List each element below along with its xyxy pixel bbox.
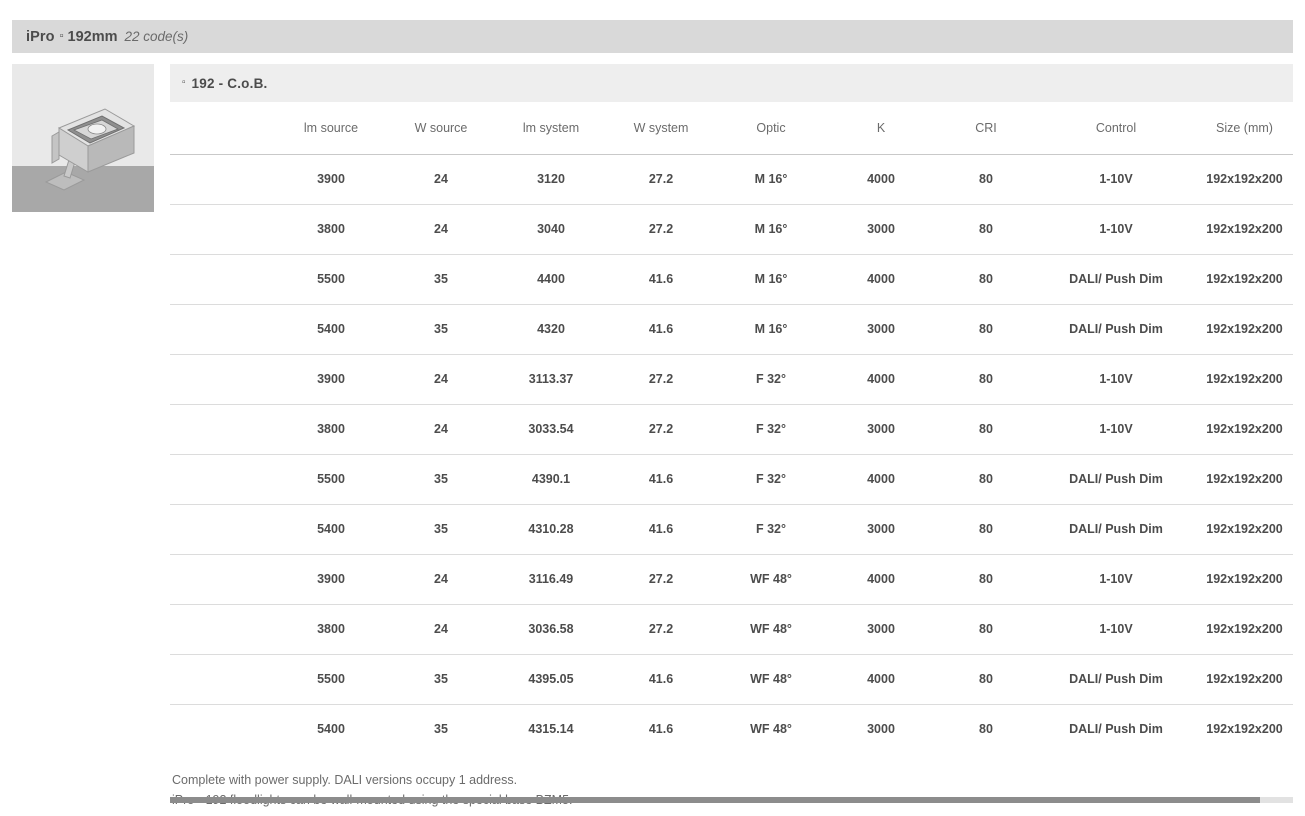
column-header-blank [170,102,276,154]
cell-w-system: 41.6 [606,254,716,304]
cell-cri: 80 [936,704,1036,754]
cell-size: 192x192x200 [1196,554,1293,604]
horizontal-scrollbar-thumb[interactable] [170,797,1260,803]
footnotes [170,770,1293,810]
cell-cri: 80 [936,554,1036,604]
cell-cri: 80 [936,604,1036,654]
cell-k: 4000 [826,154,936,204]
cell-size: 192x192x200 [1196,454,1293,504]
cell-blank [170,504,276,554]
cell-optic: M 16° [716,154,826,204]
column-header-lm-source: lm source [303,120,359,135]
cell-cri: 80 [936,154,1036,204]
cell-w-system: 27.2 [606,154,716,204]
cell-blank [170,554,276,604]
cell-size: 192x192x200 [1196,254,1293,304]
product-size: 192mm [67,28,118,45]
cell-k: 4000 [826,554,936,604]
cell-w-source: 24 [386,204,496,254]
column-header-control: Control [1095,120,1137,135]
cell-lm-system: 3033.54 [496,404,606,454]
table-row[interactable] [170,704,1293,754]
horizontal-scrollbar-track[interactable] [170,797,1293,803]
cell-k: 4000 [826,354,936,404]
cell-k: 3000 [826,604,936,654]
cell-size: 192x192x200 [1196,154,1293,204]
cell-cri: 80 [936,304,1036,354]
cell-optic: F 32° [716,504,826,554]
square-shape-icon: ▫ [182,76,186,88]
cell-optic: F 32° [716,454,826,504]
cell-cri: 80 [936,354,1036,404]
cell-size: 192x192x200 [1196,304,1293,354]
cell-k: 3000 [826,204,936,254]
cell-k: 3000 [826,504,936,554]
cell-control: 1-10V [1036,604,1196,654]
cell-w-system: 27.2 [606,404,716,454]
cell-k: 4000 [826,454,936,504]
cell-optic: F 32° [716,354,826,404]
cell-w-system: 41.6 [606,704,716,754]
cell-w-system: 27.2 [606,554,716,604]
cell-control: DALI/ Push Dim [1036,454,1196,504]
cell-w-system: 41.6 [606,504,716,554]
table-row[interactable] [170,204,1293,254]
cell-lm-system: 4395.05 [496,654,606,704]
cell-control: 1-10V [1036,404,1196,454]
cell-lm-system: 3036.58 [496,604,606,654]
table-row[interactable] [170,604,1293,654]
cell-size: 192x192x200 [1196,704,1293,754]
spec-panel-title: 192 - C.o.B. [191,75,268,91]
cell-size: 192x192x200 [1196,354,1293,404]
cell-lm-system: 4315.14 [496,704,606,754]
cell-cri: 80 [936,204,1036,254]
cell-size: 192x192x200 [1196,604,1293,654]
cell-w-source: 24 [386,154,496,204]
cell-w-system: 27.2 [606,204,716,254]
table-row[interactable] [170,404,1293,454]
column-header-k: K [876,120,886,135]
column-header-size: Size (mm) [1216,120,1273,135]
cell-lm-source: 5500 [276,654,386,704]
table-row[interactable] [170,554,1293,604]
cell-blank [170,454,276,504]
cell-lm-source: 5500 [276,454,386,504]
column-header-optic: Optic [756,120,786,135]
cell-lm-system: 4320 [496,304,606,354]
cell-optic: M 16° [716,254,826,304]
cell-control: 1-10V [1036,554,1196,604]
cell-lm-source: 5400 [276,504,386,554]
cell-lm-source: 3900 [276,554,386,604]
cell-k: 3000 [826,404,936,454]
column-header-w-system: W system [633,120,689,135]
cell-w-source: 24 [386,354,496,404]
cell-k: 3000 [826,304,936,354]
cell-size: 192x192x200 [1196,504,1293,554]
cell-control: 1-10V [1036,154,1196,204]
cell-control: 1-10V [1036,204,1196,254]
column-header-cri: CRI [975,120,997,135]
cell-control: DALI/ Push Dim [1036,304,1196,354]
code-count: 22 code(s) [124,29,189,44]
table-body [170,154,1293,754]
table-row[interactable] [170,654,1293,704]
cell-w-source: 35 [386,454,496,504]
cell-k: 4000 [826,254,936,304]
cell-control: 1-10V [1036,354,1196,404]
cell-optic: WF 48° [716,704,826,754]
product-thumbnail[interactable] [12,64,154,212]
cell-blank [170,204,276,254]
cell-blank [170,304,276,354]
cell-lm-source: 5400 [276,704,386,754]
cell-control: DALI/ Push Dim [1036,254,1196,304]
cell-lm-source: 3800 [276,404,386,454]
cell-w-system: 27.2 [606,604,716,654]
cell-optic: WF 48° [716,554,826,604]
table-row[interactable] [170,454,1293,504]
cell-lm-system: 4390.1 [496,454,606,504]
spec-panel [170,64,1293,810]
cell-w-source: 35 [386,304,496,354]
spec-panel-header[interactable] [170,64,1293,102]
cell-blank [170,154,276,204]
cell-w-system: 41.6 [606,454,716,504]
column-header-lm-system: lm system [522,120,580,135]
cell-lm-source: 3900 [276,354,386,404]
cell-optic: F 32° [716,404,826,454]
cell-size: 192x192x200 [1196,404,1293,454]
cell-w-source: 24 [386,404,496,454]
cell-control: DALI/ Push Dim [1036,654,1196,704]
cell-w-system: 41.6 [606,304,716,354]
floodlight-illustration-icon [12,64,154,212]
cell-control: DALI/ Push Dim [1036,504,1196,554]
table-row[interactable] [170,154,1293,204]
cell-lm-source: 3800 [276,204,386,254]
cell-lm-source: 3900 [276,154,386,204]
cell-optic: M 16° [716,304,826,354]
cell-optic: WF 48° [716,654,826,704]
table-row[interactable] [170,504,1293,554]
table-row[interactable] [170,254,1293,304]
cell-cri: 80 [936,404,1036,454]
cell-w-source: 24 [386,604,496,654]
cell-w-source: 35 [386,654,496,704]
cell-w-system: 27.2 [606,354,716,404]
cell-blank [170,254,276,304]
table-row[interactable] [170,354,1293,404]
cell-blank [170,654,276,704]
column-header-w-source: W source [414,120,468,135]
cell-lm-system: 3113.37 [496,354,606,404]
cell-lm-source: 5500 [276,254,386,304]
cell-size: 192x192x200 [1196,204,1293,254]
cell-blank [170,604,276,654]
product-name: iPro [26,28,55,45]
cell-w-source: 24 [386,554,496,604]
cell-cri: 80 [936,654,1036,704]
cell-blank [170,404,276,454]
cell-w-source: 35 [386,254,496,304]
cell-lm-system: 3040 [496,204,606,254]
square-shape-icon: ▫ [59,29,64,42]
cell-cri: 80 [936,454,1036,504]
cell-lm-system: 3116.49 [496,554,606,604]
cell-cri: 80 [936,254,1036,304]
cell-lm-system: 3120 [496,154,606,204]
cell-lm-system: 4400 [496,254,606,304]
table-header-row [170,102,1293,154]
cell-w-system: 41.6 [606,654,716,704]
cell-optic: WF 48° [716,604,826,654]
cell-blank [170,704,276,754]
cell-w-source: 35 [386,704,496,754]
table-row[interactable] [170,304,1293,354]
cell-lm-source: 5400 [276,304,386,354]
specification-table [170,102,1293,754]
footnote-power-supply: Complete with power supply. DALI versions occupy 1 address. [172,773,518,787]
cell-k: 4000 [826,654,936,704]
cell-lm-source: 3800 [276,604,386,654]
cell-w-source: 35 [386,504,496,554]
cell-optic: M 16° [716,204,826,254]
cell-cri: 80 [936,504,1036,554]
cell-size: 192x192x200 [1196,654,1293,704]
product-header-bar [12,20,1293,53]
cell-blank [170,354,276,404]
cell-control: DALI/ Push Dim [1036,704,1196,754]
cell-k: 3000 [826,704,936,754]
cell-lm-system: 4310.28 [496,504,606,554]
